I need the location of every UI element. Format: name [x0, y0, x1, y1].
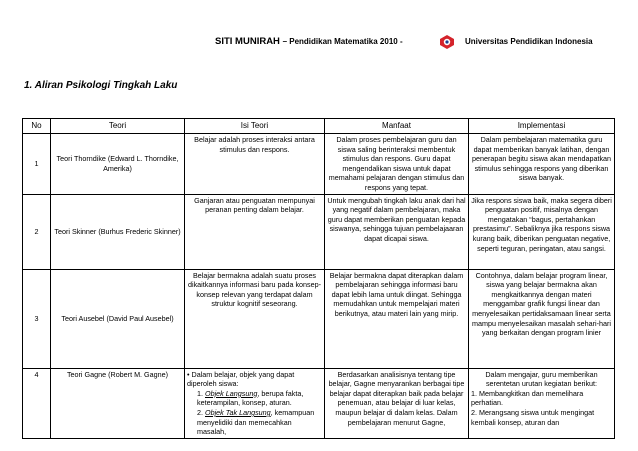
university-name: Universitas Pendidikan Indonesia [465, 37, 593, 46]
theory-table [22, 118, 615, 439]
theory-name: Teori Ausebel (David Paul Ausebel) [51, 269, 185, 368]
table-header-row [23, 119, 615, 134]
theory-implementation: Jika respons siswa baik, maka segera diberi penguatan positif, misalnya dengan mengatakan “bagus, pertahankan prestasimu”. Sebaliknya jika respons siswa kurang baik, diberikan penguatan negative, seperti teguran, peringatan, atau sangsi. [469, 194, 615, 269]
author-name: SITI MUNIRAH [215, 36, 280, 47]
theory-content: Belajar bermakna adalah suatu proses dikaitkannya informasi baru pada konsep-konsep relevan yang terdapat dalam struktur kognitif seseorang. [185, 269, 325, 368]
list-item: 1. Objek Langsung, berupa fakta, keterampilan, konsep, aturan. [197, 388, 304, 408]
list-item: 1. Membangkitkan dan memelihara perhatian. [471, 388, 584, 408]
theory-benefit: Berdasarkan analisisnya tentang tipe belajar, Gagne menyarankan berbagai tipe belajar dapat diterapkan baik pada belajar penemuan, atau belajar di luar kelas, maupun belajar di dalam kelas. Dalam pembelajaran menurut Gagne, [325, 368, 469, 438]
page-header [0, 34, 638, 50]
header-isi-teori: Isi Teori [185, 119, 325, 134]
table-row [23, 368, 615, 438]
theory-implementation: Dalam pembelajaran matematika guru dapat memberikan banyak latihan, dengan penerapan begitu siswa akan mendapatkan stimulus sehingga respons yang diberikan siswa banyak. [469, 134, 615, 195]
header-no: No [23, 119, 51, 134]
theory-benefit: Dalam proses pembelajaran guru dan siswa saling berinteraksi membentuk stimulus dan respons. Guru dapat mengendalikan siswa untuk dapat memahami pelajaran dengan stimulus dan respons yang tepat. [325, 134, 469, 195]
author-line [215, 36, 403, 47]
theory-benefit: Belajar bermakna dapat diterapkan dalam pembelajaran sehingga informasi baru dapat lebih lama untuk diingat. Sehingga memudahkan untuk mempelajari materi berikutnya, atau materi lain yang mirip. [325, 269, 469, 368]
theory-name: Teori Gagne (Robert M. Gagne) [51, 368, 185, 438]
list-item: 2. Merangsang siswa untuk mengingat kembali konsep, aturan dan [471, 407, 595, 427]
theory-implementation: Contohnya, dalam belajar program linear, siswa yang belajar bermakna akan mengkaitkannya dengan materi menggambar grafik fungsi linear dan menyelesaikan pertidaksamaan linear serta mampu menyelesaikan masalah sehari-hari yang berkaitan dengan program linier [469, 269, 615, 368]
author-program: – Pendidikan Matematika 2010 - [282, 37, 403, 46]
header-implementasi: Implementasi [469, 119, 615, 134]
header-teori: Teori [51, 119, 185, 134]
university-logo [439, 34, 455, 50]
table-row [23, 134, 615, 195]
header-manfaat: Manfaat [325, 119, 469, 134]
theory-name: Teori Thorndike (Edward L. Thorndike, Amerika) [51, 134, 185, 195]
list-item: 2. Objek Tak Langsung, kemampuan menyelidiki dan memecahkan masalah, [197, 407, 315, 437]
table-row [23, 194, 615, 269]
row-number: 4 [23, 368, 51, 438]
theory-content [185, 368, 325, 438]
theory-content: Belajar adalah proses interaksi antara stimulus dan respons. [185, 134, 325, 195]
content-intro: • Dalam belajar, objek yang dapat diperoleh siswa: [187, 369, 295, 389]
theory-benefit: Untuk mengubah tingkah laku anak dari hal yang negatif dalam pembelajaran, maka guru dapat memberikan penguatan kepada siswanya, sehingga tujuan pembelajaaran dapat dicapai siswa. [325, 194, 469, 269]
theory-implementation [469, 368, 615, 438]
row-number: 3 [23, 269, 51, 368]
impl-intro: Dalam mengajar, guru memberikan serentetan urutan kegiatan berikut: [485, 369, 598, 389]
theory-name: Teori Skinner (Burhus Frederic Skinner) [51, 194, 185, 269]
theory-content: Ganjaran atau penguatan mempunyai peranan penting dalam belajar. [185, 194, 325, 269]
table-row [23, 269, 615, 368]
section-title: 1. Aliran Psikologi Tingkah Laku [24, 80, 178, 91]
row-number: 1 [23, 134, 51, 195]
row-number: 2 [23, 194, 51, 269]
